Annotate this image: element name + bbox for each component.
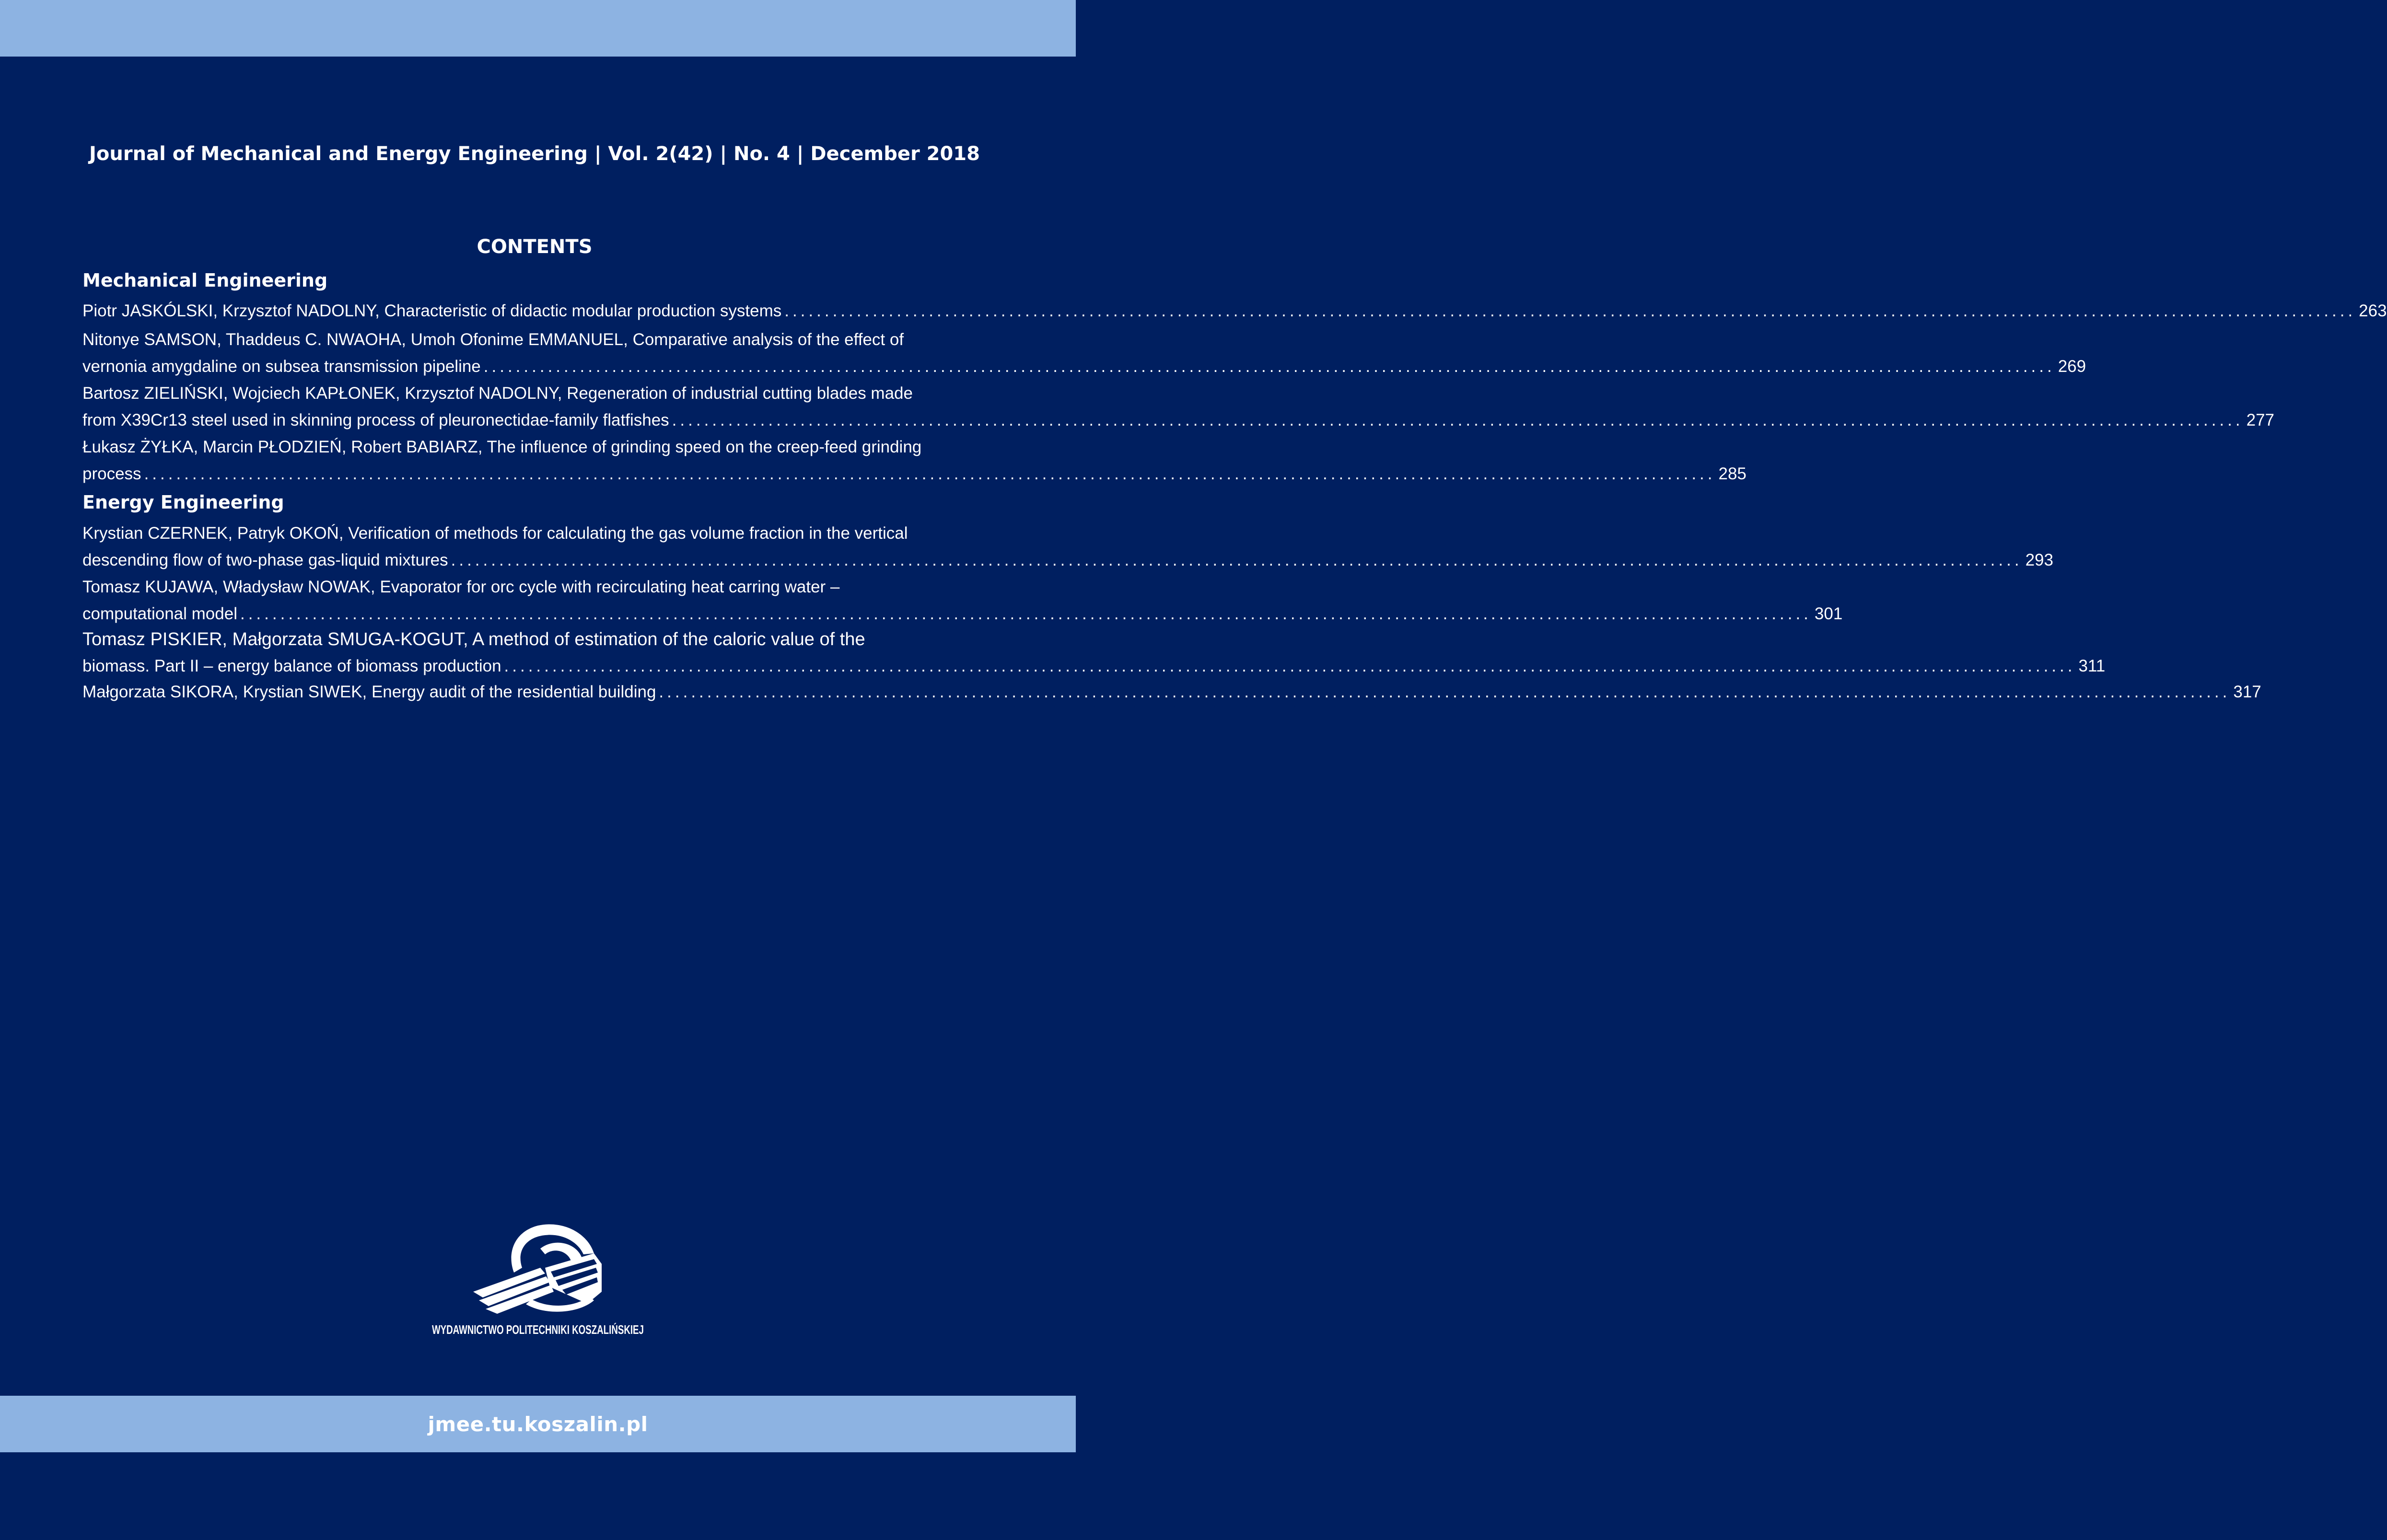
website-link[interactable]: jmee.tu.koszalin.pl xyxy=(428,1412,648,1436)
dot-leader: .................................................................................................................................................................................................... xyxy=(451,551,2023,569)
entry-text: Tomasz KUJAWA, Władysław NOWAK, Evaporator for orc cycle with recirculating heat carring water – xyxy=(82,578,840,596)
toc-entry[interactable] xyxy=(82,298,2387,324)
entry-text: Bartosz ZIELIŃSKI, Wojciech KAPŁONEK, Krzysztof NADOLNY, Regeneration of industrial cutting blades made xyxy=(82,384,913,403)
section-title-mechanical: Mechanical Engineering xyxy=(82,270,328,291)
dot-leader: .................................................................................................................................................................................................... xyxy=(144,464,1716,483)
page-number: 317 xyxy=(2233,683,2261,701)
toc-entry[interactable] xyxy=(82,380,2275,434)
publisher-logo-icon xyxy=(468,1220,607,1316)
section-title-energy: Energy Engineering xyxy=(82,492,284,513)
entry-text-continued: descending flow of two-phase gas-liquid mixtures xyxy=(82,551,448,569)
entry-text: Krystian CZERNEK, Patryk OKOŃ, Verification of methods for calculating the gas volume fraction in the vertical xyxy=(82,524,908,543)
dot-leader: .................................................................................................................................................................................................... xyxy=(784,301,2356,320)
page-number: 269 xyxy=(2058,357,2086,376)
entry-text-continued: biomass. Part II – energy balance of biomass production xyxy=(82,657,501,675)
entry-text: Małgorzata SIKORA, Krystian SIWEK, Energy audit of the residential building xyxy=(82,683,656,701)
page-number: 277 xyxy=(2246,411,2275,429)
website-band xyxy=(0,1396,1076,1452)
contents-title: CONTENTS xyxy=(477,236,593,258)
entry-text-continued: process xyxy=(82,464,141,483)
publisher-logo xyxy=(0,1220,1076,1337)
page-number: 293 xyxy=(2025,551,2053,569)
toc-entry[interactable] xyxy=(82,574,1843,627)
toc-entry[interactable] xyxy=(82,326,2086,380)
page-number: 301 xyxy=(1814,604,1843,623)
entry-text-continued: computational model xyxy=(82,604,237,623)
entry-text: Tomasz PISKIER, Małgorzata SMUGA-KOGUT, A method of estimation of the caloric value of the xyxy=(82,629,865,649)
dot-leader: .................................................................................................................................................................................................... xyxy=(483,357,2055,376)
toc-entry[interactable] xyxy=(82,434,1747,487)
top-color-band xyxy=(0,0,1076,57)
page-number: 311 xyxy=(2078,657,2106,675)
page-number: 263 xyxy=(2359,301,2387,320)
toc-entry[interactable] xyxy=(82,520,2053,574)
dot-leader: .................................................................................................................................................................................................... xyxy=(240,604,1812,623)
page-number: 285 xyxy=(1718,464,1747,483)
toc-entry[interactable] xyxy=(82,679,2261,706)
entry-text: Piotr JASKÓLSKI, Krzysztof NADOLNY, Characteristic of didactic modular production systems xyxy=(82,301,782,320)
entry-text: Nitonye SAMSON, Thaddeus C. NWAOHA, Umoh Ofonime EMMANUEL, Comparative analysis of the effect of xyxy=(82,330,904,349)
toc-entry[interactable] xyxy=(82,626,2106,677)
dot-leader: .................................................................................................................................................................................................... xyxy=(672,411,2244,429)
entry-text-continued: vernonia amygdaline on subsea transmission pipeline xyxy=(82,357,481,376)
entry-text: Łukasz ŻYŁKA, Marcin PŁODZIEŃ, Robert BABIARZ, The influence of grinding speed on the creep-feed grinding xyxy=(82,438,922,456)
publisher-name: WYDAWNICTWO POLITECHNIKI KOSZALIŃSKIEJ xyxy=(431,1322,644,1337)
journal-header: Journal of Mechanical and Energy Engineering | Vol. 2(42) | No. 4 | December 2018 xyxy=(89,143,980,165)
entry-text-continued: from X39Cr13 steel used in skinning process of pleuronectidae-family flatfishes xyxy=(82,411,669,429)
dot-leader: .................................................................................................................................................................................................... xyxy=(659,683,2231,701)
dot-leader: .................................................................................................................................................................................................... xyxy=(504,657,2076,675)
